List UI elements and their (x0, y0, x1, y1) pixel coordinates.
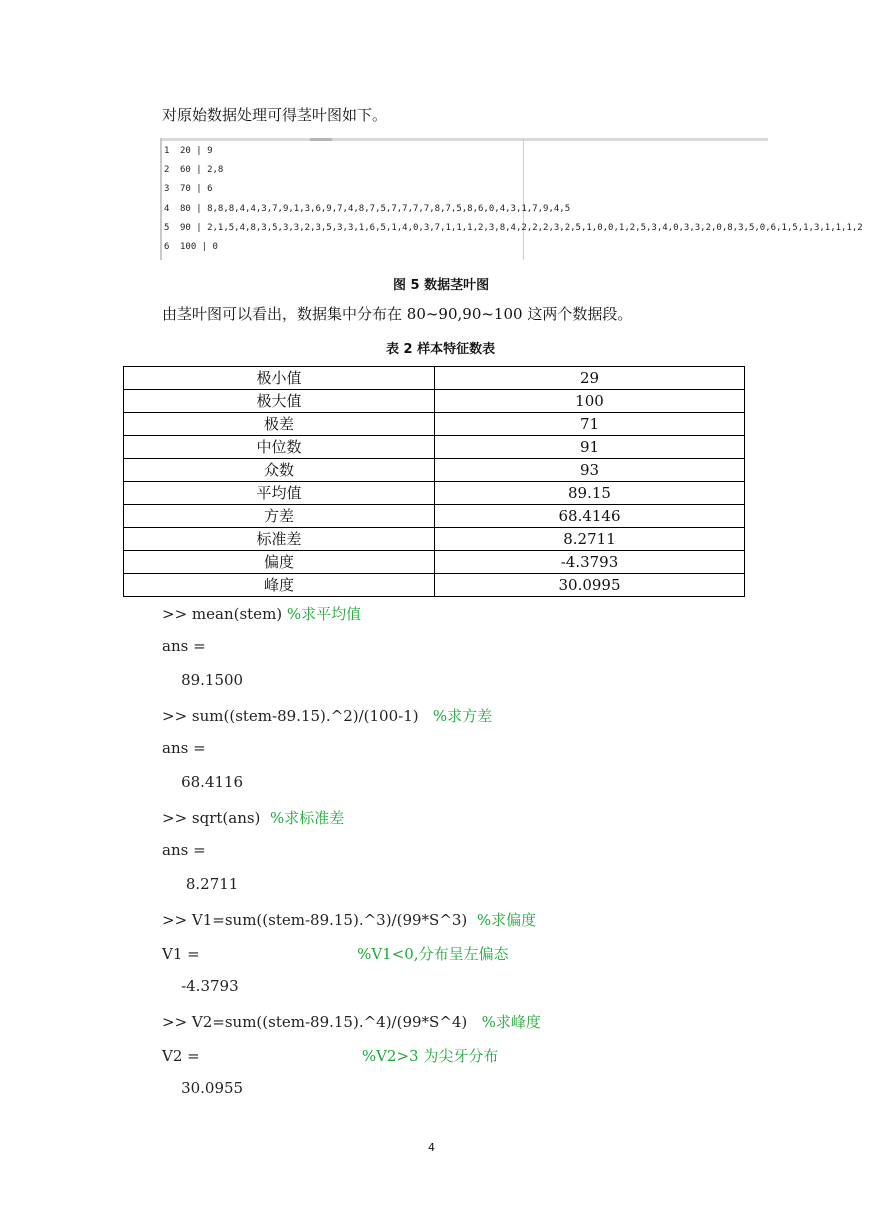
code-text: >> sqrt(ans) (162, 809, 270, 827)
code-text: >> mean(stem) (162, 605, 287, 623)
code-text: V1 = (162, 945, 358, 963)
observation-paragraph: 由茎叶图可以看出，数据集中分布在 80~90,90~100 这两个数据段。 (162, 305, 633, 323)
code-comment: %求标准差 (269, 809, 345, 827)
code-line (162, 841, 206, 859)
stem-leaf-row (164, 204, 570, 214)
stat-label: 峰度 (124, 574, 435, 597)
code-line (162, 1079, 243, 1097)
stem-leaf-screenshot (160, 138, 863, 260)
code-line (162, 977, 239, 995)
stem-leaf-row (164, 184, 213, 194)
code-text: 30.0955 (162, 1079, 244, 1097)
table-caption: 表 2 样本特征数表 (386, 342, 496, 357)
line-number: 3 (164, 184, 170, 194)
stat-label: 方差 (124, 505, 435, 528)
stem-leaf-text: 70 | 6 (180, 184, 213, 194)
table-row (124, 574, 745, 597)
table-row (124, 459, 745, 482)
stat-value: 89.15 (435, 482, 745, 505)
code-comment: %求平均值 (286, 605, 362, 623)
stat-label: 偏度 (124, 551, 435, 574)
code-line (162, 603, 361, 624)
stat-label: 极差 (124, 413, 435, 436)
stem-leaf-text: 100 | 0 (180, 242, 218, 252)
code-text: 89.1500 (162, 671, 244, 689)
code-comment: %求方差 (432, 707, 493, 725)
code-text: -4.3793 (162, 977, 239, 995)
stem-leaf-row (164, 165, 223, 175)
code-line (162, 943, 509, 964)
code-text: 68.4116 (162, 773, 244, 791)
code-text: V2 = (162, 1047, 362, 1065)
table-row (124, 413, 745, 436)
figure-caption: 图 5 数据茎叶图 (393, 278, 490, 293)
stat-value: 91 (435, 436, 745, 459)
code-text: 8.2711 (162, 875, 239, 893)
screenshot-tab-marker (310, 138, 332, 141)
screenshot-left-border (160, 138, 162, 260)
table-row (124, 505, 745, 528)
stem-leaf-row (164, 146, 213, 156)
code-text: ans = (162, 739, 206, 757)
table-row (124, 551, 745, 574)
code-line (162, 773, 243, 791)
code-text: ans = (162, 637, 206, 655)
code-line (162, 875, 238, 893)
stem-leaf-row (164, 223, 863, 233)
code-line (162, 705, 492, 726)
code-comment: %V2>3 为尖牙分布 (361, 1047, 499, 1065)
table-row (124, 367, 745, 390)
code-line (162, 1045, 498, 1066)
stem-leaf-text: 90 | 2,1,5,4,8,3,5,3,3,2,3,5,3,3,1,6,5,1,4,0,3,7,1,1,1,2,3,8,4,2,2,2,3,2,5,1,0,0,1,2,5,3,4,0,3,3,2,0,8,3,5,0,6,1,5,1,3,1,1,1,2 (180, 223, 863, 233)
line-number: 1 (164, 146, 170, 156)
stat-value: 68.4146 (435, 505, 745, 528)
stat-label: 中位数 (124, 436, 435, 459)
stat-label: 平均值 (124, 482, 435, 505)
code-line (162, 739, 206, 757)
code-comment: %求偏度 (476, 911, 537, 929)
code-text: >> sum((stem-89.15).^2)/(100-1) (162, 707, 433, 725)
code-line (162, 671, 243, 689)
stem-leaf-text: 60 | 2,8 (180, 165, 224, 175)
table-row (124, 482, 745, 505)
stem-leaf-row (164, 242, 218, 252)
table-row (124, 390, 745, 413)
stat-value: 8.2711 (435, 528, 745, 551)
stat-value: 29 (435, 367, 745, 390)
stat-label: 标准差 (124, 528, 435, 551)
code-comment: %求峰度 (481, 1013, 541, 1031)
code-text: >> V1=sum((stem-89.15).^3)/(99*S^3) (162, 911, 477, 929)
line-number: 5 (164, 223, 170, 233)
stat-label: 众数 (124, 459, 435, 482)
stat-value: -4.3793 (435, 551, 745, 574)
screenshot-top-border (160, 138, 768, 141)
code-text: ans = (162, 841, 206, 859)
stat-label: 极小值 (124, 367, 435, 390)
table-row (124, 528, 745, 551)
code-line (162, 1011, 541, 1032)
line-number: 6 (164, 242, 170, 252)
stats-table (123, 366, 745, 597)
stat-value: 30.0995 (435, 574, 745, 597)
intro-paragraph: 对原始数据处理可得茎叶图如下。 (162, 106, 388, 124)
stem-leaf-text: 80 | 8,8,8,4,4,3,7,9,1,3,6,9,7,4,8,7,5,7,7,7,7,8,7,5,8,6,0,4,3,1,7,9,4,5 (180, 204, 571, 214)
code-text: >> V2=sum((stem-89.15).^4)/(99*S^4) (162, 1013, 482, 1031)
stat-value: 71 (435, 413, 745, 436)
code-line (162, 807, 344, 828)
table-row (124, 436, 745, 459)
line-number: 4 (164, 204, 170, 214)
code-line (162, 909, 536, 930)
screenshot-divider (523, 138, 524, 260)
page-number: 4 (428, 1141, 435, 1154)
code-comment: %V1<0,分布呈左偏态 (357, 945, 509, 963)
stat-value: 93 (435, 459, 745, 482)
stem-leaf-text: 20 | 9 (180, 146, 213, 156)
code-line (162, 637, 206, 655)
stat-value: 100 (435, 390, 745, 413)
line-number: 2 (164, 165, 170, 175)
stat-label: 极大值 (124, 390, 435, 413)
